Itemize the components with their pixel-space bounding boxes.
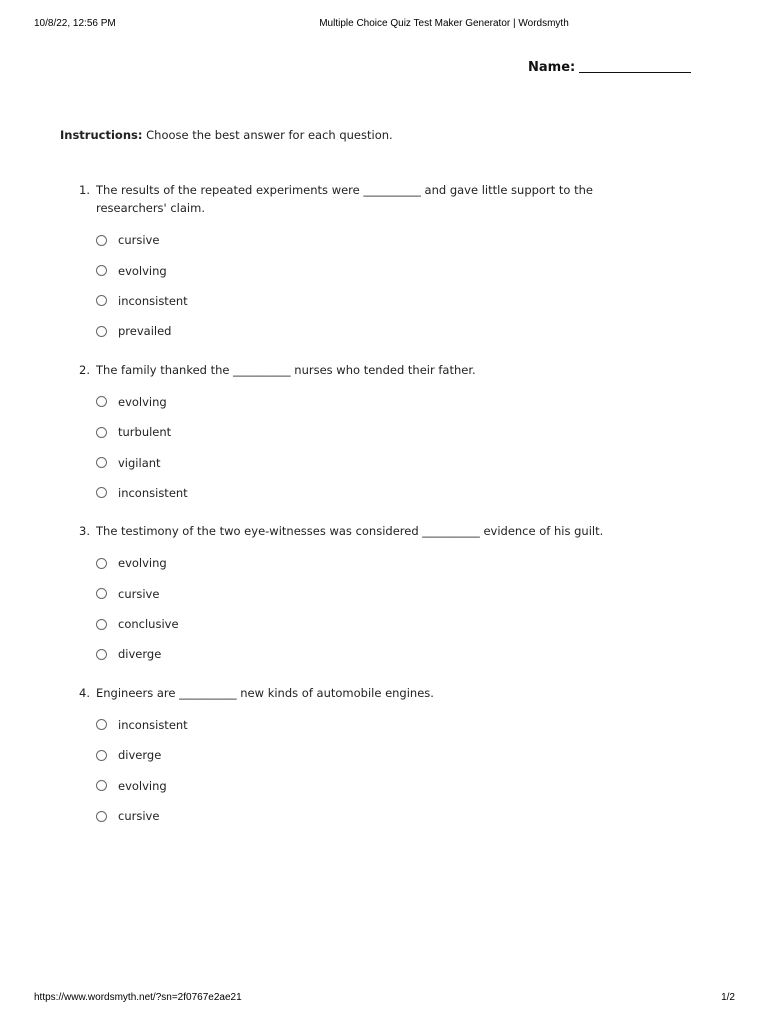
- radio-button[interactable]: [96, 619, 107, 630]
- name-label: Name:: [528, 60, 576, 75]
- answer-option[interactable]: [96, 316, 639, 346]
- question-number: 2.: [79, 362, 90, 377]
- option-label: cursive: [118, 233, 160, 248]
- radio-button[interactable]: [96, 750, 107, 761]
- answer-option[interactable]: [96, 286, 639, 316]
- print-footer: [0, 992, 768, 1006]
- radio-button[interactable]: [96, 780, 107, 791]
- answer-option[interactable]: [96, 770, 639, 800]
- answer-option[interactable]: [96, 548, 639, 578]
- option-label: cursive: [118, 586, 160, 601]
- answer-option[interactable]: [96, 639, 639, 669]
- answer-options: [96, 387, 639, 509]
- question-number: 1.: [79, 183, 90, 197]
- radio-button[interactable]: [96, 588, 107, 599]
- print-url: https://www.wordsmyth.net/?sn=2f0767e2ae21: [34, 992, 242, 1003]
- print-header: [0, 18, 768, 32]
- answer-options: [96, 710, 639, 832]
- answer-options: [96, 225, 639, 347]
- answer-options: [96, 548, 639, 670]
- radio-button[interactable]: [96, 427, 107, 438]
- name-field: [528, 59, 691, 75]
- question-3: [79, 522, 639, 670]
- option-label: prevailed: [118, 324, 172, 339]
- question-prompt: [79, 361, 639, 379]
- answer-option[interactable]: [96, 740, 639, 770]
- answer-option[interactable]: [96, 225, 639, 255]
- option-label: vigilant: [118, 455, 161, 470]
- instructions-label: Instructions:: [60, 128, 143, 142]
- option-label: conclusive: [118, 617, 179, 632]
- instructions: [60, 128, 393, 142]
- question-text: The testimony of the two eye-witnesses was considered __________ evidence of his guilt.: [96, 524, 604, 539]
- print-page-number: 1/2: [721, 992, 735, 1003]
- option-label: diverge: [118, 748, 162, 763]
- radio-button[interactable]: [96, 811, 107, 822]
- option-label: evolving: [118, 394, 167, 409]
- question-text: Engineers are __________ new kinds of automobile engines.: [96, 685, 434, 700]
- answer-option[interactable]: [96, 447, 639, 477]
- option-label: diverge: [118, 647, 162, 662]
- option-label: inconsistent: [118, 485, 188, 500]
- option-label: inconsistent: [118, 293, 188, 308]
- name-blank-line: [579, 59, 691, 73]
- question-list: [79, 181, 639, 845]
- radio-button[interactable]: [96, 235, 107, 246]
- print-datetime: 10/8/22, 12:56 PM: [34, 18, 116, 29]
- answer-option[interactable]: [96, 801, 639, 831]
- question-number: 3.: [79, 524, 90, 539]
- option-label: evolving: [118, 263, 167, 278]
- option-label: cursive: [118, 809, 160, 824]
- question-prompt: [79, 181, 639, 217]
- answer-option[interactable]: [96, 710, 639, 740]
- question-text: The results of the repeated experiments were __________ and gave little support to the researchers' claim.: [96, 183, 593, 215]
- question-prompt: [79, 522, 639, 540]
- radio-button[interactable]: [96, 719, 107, 730]
- answer-option[interactable]: [96, 387, 639, 417]
- radio-button[interactable]: [96, 649, 107, 660]
- answer-option[interactable]: [96, 417, 639, 447]
- option-label: evolving: [118, 556, 167, 571]
- radio-button[interactable]: [96, 487, 107, 498]
- option-label: evolving: [118, 778, 167, 793]
- answer-option[interactable]: [96, 255, 639, 285]
- radio-button[interactable]: [96, 326, 107, 337]
- question-4: [79, 684, 639, 832]
- question-number: 4.: [79, 685, 90, 700]
- answer-option[interactable]: [96, 579, 639, 609]
- option-label: inconsistent: [118, 717, 188, 732]
- question-1: [79, 181, 639, 347]
- radio-button[interactable]: [96, 558, 107, 569]
- radio-button[interactable]: [96, 457, 107, 468]
- answer-option[interactable]: [96, 478, 639, 508]
- print-page-title: Multiple Choice Quiz Test Maker Generator | Wordsmyth: [319, 18, 569, 29]
- radio-button[interactable]: [96, 265, 107, 276]
- radio-button[interactable]: [96, 396, 107, 407]
- question-text: The family thanked the __________ nurses who tended their father.: [96, 362, 476, 377]
- question-prompt: [79, 684, 639, 702]
- answer-option[interactable]: [96, 609, 639, 639]
- instructions-text: Choose the best answer for each question.: [146, 128, 393, 142]
- option-label: turbulent: [118, 425, 172, 440]
- question-2: [79, 361, 639, 509]
- radio-button[interactable]: [96, 295, 107, 306]
